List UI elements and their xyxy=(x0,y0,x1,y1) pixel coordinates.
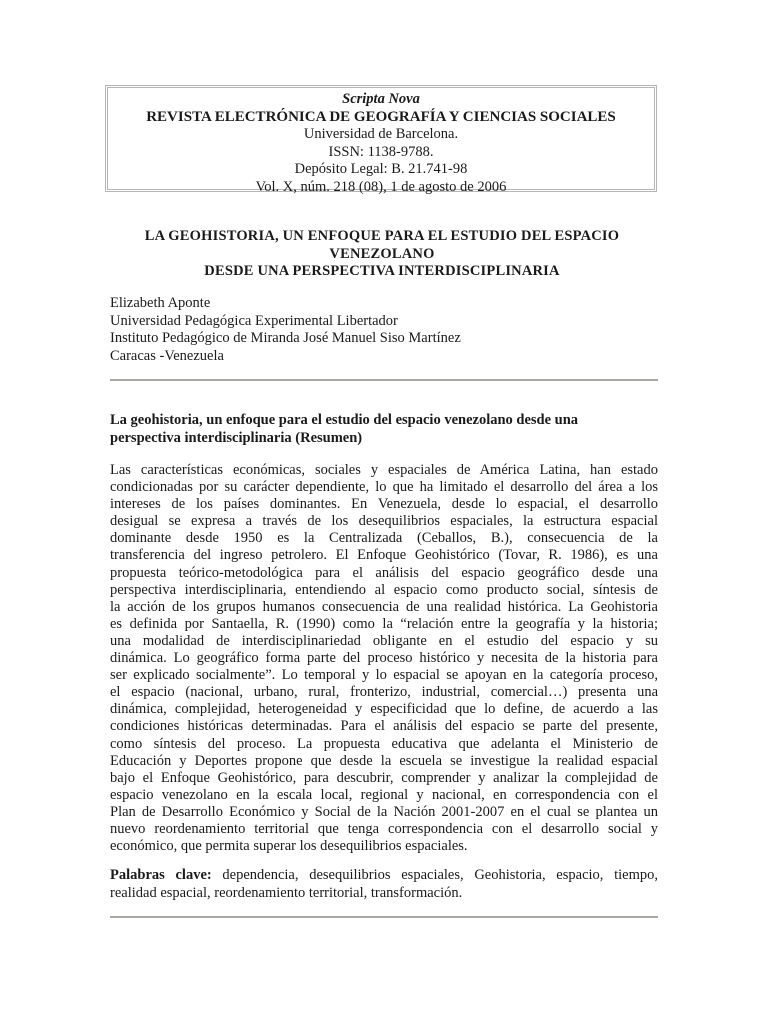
abstract-line: Las características económicas, sociales y espaciales de América Latina, han estado xyxy=(110,462,658,478)
author-block xyxy=(110,295,658,365)
revista-title: REVISTA ELECTRÓNICA DE GEOGRAFÍA Y CIENCIAS SOCIALES xyxy=(146,108,616,125)
issn-line: ISSN: 1138-9788. xyxy=(328,143,434,160)
abstract-line: intereses de los países dominantes. En Venezuela, desde lo espacial, el desarrollo xyxy=(110,496,658,513)
abstract-line: desigual se expresa a través de los desequilibrios espaciales, la estructura espacial xyxy=(110,513,658,530)
abstract-line: dinámica, complejidad, heterogeneidad y especificidad que lo define, de acuerdo a las xyxy=(110,701,658,718)
abstract-line: dominante desde 1950 es la Centralizada (Ceballos, B.), consecuencia de la xyxy=(110,530,658,547)
keywords-line-1 xyxy=(110,867,658,885)
author-affiliation-1: Universidad Pedagógica Experimental Libertador xyxy=(110,312,398,329)
abstract-line: Plan de Desarrollo Económico y Social de la Nación 2001-2007 en el cual se plantea un xyxy=(110,803,658,820)
abstract-line: es definida por Santaella, R. (1990) como la “relación entre la geografía y la historia; xyxy=(110,615,658,632)
keywords-list-1: dependencia, desequilibrios espaciales, Geohistoria, espacio, tiempo, xyxy=(211,867,659,883)
author-name: Elizabeth Aponte xyxy=(110,295,211,311)
journal-name: Scripta Nova xyxy=(342,91,420,107)
abstract-line: espacio venezolano en la escala local, regional y nacional, en correspondencia con el xyxy=(110,786,658,803)
deposito-line: Depósito Legal: B. 21.741-98 xyxy=(294,161,468,178)
university-line: Universidad de Barcelona. xyxy=(303,126,459,143)
title-line-1: LA GEOHISTORIA, UN ENFOQUE PARA EL ESTUDIO DEL ESPACIO xyxy=(144,228,620,244)
abstract-line: una modalidad de interdisciplinariedad obligante en el estudio del espacio y su xyxy=(110,632,658,649)
divider-top xyxy=(110,379,658,381)
author-location: Caracas -Venezuela xyxy=(110,347,224,364)
abstract-heading xyxy=(110,412,658,447)
divider-bottom xyxy=(110,916,658,918)
abstract-line: perspectiva interdisciplinaria, entendiendo al espacio como producto social, síntesis de xyxy=(110,581,658,598)
abstract-line: la acción de los grupos humanos consecuencia de una realidad histórica. La Geohistoria xyxy=(110,598,658,615)
article-title xyxy=(108,228,656,281)
abstract-line: el espacio (nacional, urbano, rural, fronterizo, industrial, comercial…) presenta una xyxy=(110,684,658,701)
title-line-3: DESDE UNA PERSPECTIVA INTERDISCIPLINARIA xyxy=(204,263,560,279)
abstract-line: transferencia del ingreso petrolero. El Enfoque Geohistórico (Tovar, R. 1986), es una xyxy=(110,547,658,564)
abstract-line: ser explicado socialmente”. Lo temporal y lo espacial se apoyan en la categoría proceso, xyxy=(110,667,658,684)
title-line-2: VENEZOLANO xyxy=(329,245,435,262)
abstract-line: dinámica. Lo geográfico forma parte del proceso histórico y necesita de la historia para xyxy=(110,650,658,667)
keywords-block xyxy=(110,867,658,902)
abstract-line: Educación y Deportes propone que desde la escuela se investigue la realidad espacial xyxy=(110,752,658,769)
abstract-line: propuesta teórico-metodológica para el análisis del espacio geográfico desde una xyxy=(110,564,658,581)
keywords-line-2: realidad espacial, reordenamiento territorial, transformación. xyxy=(110,884,463,901)
keywords-label: Palabras clave: xyxy=(110,867,212,883)
abstract-line: económico, que permita superar los desequilibrios espaciales. xyxy=(110,838,468,855)
abstract-line: condicionadas por su carácter dependiente, lo que ha limitado el desarrollo del área a los xyxy=(110,479,658,496)
abstract-heading-line-1: La geohistoria, un enfoque para el estudio del espacio venezolano desde una xyxy=(110,412,579,428)
abstract-line: nuevo reordenamiento territorial que tenga correspondencia con el desarrollo social y xyxy=(110,820,658,837)
author-affiliation-2: Instituto Pedagógico de Miranda José Manuel Siso Martínez xyxy=(110,330,461,346)
abstract-line: condiciones históricas determinadas. Para el análisis del espacio se parte del presente, xyxy=(110,718,658,735)
journal-masthead xyxy=(105,85,657,195)
volume-line: Vol. X, núm. 218 (08), 1 de agosto de 2006 xyxy=(255,178,507,195)
abstract-line: bajo el Enfoque Geohistórico, para descubrir, comprender y analizar la complejidad de xyxy=(110,769,658,786)
abstract-line: como síntesis del proceso. La propuesta educativa que adelanta el Ministerio de xyxy=(110,735,658,752)
abstract-heading-line-2: perspectiva interdisciplinaria (Resumen) xyxy=(110,429,363,446)
abstract-body xyxy=(110,462,658,855)
